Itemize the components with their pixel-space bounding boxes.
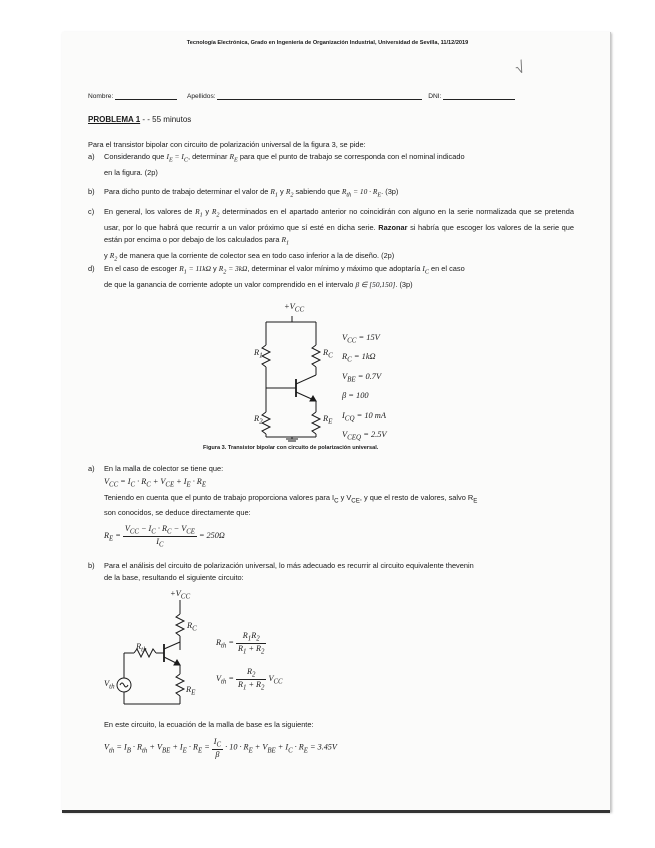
nombre-label: Nombre: (88, 93, 114, 100)
r2-resistor (262, 412, 270, 434)
solution-a-text: Teniendo en cuenta que el punto de trabajo proporciona valores para $I_C$ y $V_{CE}$, y que el resto de valores, salvo $R_E$ son conocidos, se deduce directamente que: (104, 493, 478, 518)
solution-b-label: b) (88, 561, 95, 570)
thevenin-vth-label: $V_{th}$ (104, 679, 115, 691)
fig3-rc-label: $R_C$ (323, 348, 333, 360)
solution-b-intro: Para el análisis del circuito de polarización universal, lo más adecuado es recurrir al circuito equivalente thevenin de la base, resultando el siguiente circuito: (104, 561, 474, 582)
thevenin-circuit (110, 592, 220, 712)
nombre-field[interactable] (115, 92, 177, 100)
param-icq: $I_{CQ} = 10$ mA (342, 410, 386, 423)
rth-formula: $R_{th}$ = $\frac{R_1R_2}{R_1 + R_2}$ (216, 631, 265, 656)
problem-intro: Para el transistor bipolar con circuito de polarización universal de la figura 3, se pide: (88, 140, 366, 149)
apellidos-field[interactable] (217, 92, 422, 100)
r1-resistor (262, 345, 270, 367)
fig3-vcc-label: $+V_{CC}$ (284, 302, 305, 314)
question-a-label: a) (88, 152, 95, 161)
collector-lead (296, 375, 316, 384)
question-b-label: b) (88, 187, 95, 196)
figure-3-caption: Figura 3. Transistor bipolar con circuito de polarización universal. (203, 445, 379, 451)
question-a: Considerando que $I_E = I_C$, determinar $R_E$ para que el punto de trabajo se corresponda con el nominal indicado en la figura. (2p) (104, 152, 465, 178)
vth-formula: $V_{th}$ = $\frac{R_2}{R_1 + R_2}$ $V_{CC}$ (216, 667, 283, 692)
thevenin-rc-resistor (176, 614, 184, 636)
fig3-r1-label: $R_1$ (254, 348, 263, 360)
apellidos-label: Apellidos: (186, 93, 216, 100)
param-beta: β = 100 (342, 391, 369, 401)
dni-label: DNI: (428, 93, 442, 100)
param-vbe: $V_{BE} = 0.7V$ (342, 371, 382, 384)
re-fraction: $\frac{V_{CC} - I_C \cdot R_C - V_{CE}}{I_C}$ (124, 524, 195, 549)
question-b: Para dicho punto de trabajo determinar el valor de $R_1$ y $R_2$ sabiendo que $R_{th} = 10 \cdot R_E$. (3p) (104, 187, 399, 199)
thevenin-rth-label: $R_{th}$ (136, 642, 147, 654)
param-rc: $R_C = 1k\Omega$ (342, 352, 376, 365)
fig3-r2-label: $R_2$ (254, 414, 263, 426)
problem-title (88, 115, 191, 124)
fig3-re-label: $R_E$ (323, 414, 333, 426)
question-d-label: d) (88, 264, 95, 273)
thevenin-re-label: $R_E$ (186, 685, 196, 697)
solution-a-intro: En la malla de colector se tiene que: (104, 464, 224, 473)
solution-a-label: a) (88, 464, 95, 473)
fig3-parameters (342, 330, 387, 447)
thevenin-rc-label: $R_C$ (187, 621, 197, 633)
param-vceq: $V_{CEQ} = 2.5V$ (342, 430, 387, 443)
question-c-label: c) (88, 207, 95, 216)
base-mesh-equation: $V_{th} = I_B \cdot R_{th} + V_{BE} + I_E \cdot R_E$ = $\frac{I_C}{\beta}$ · $10 \cdot R_E + V_{BE} + I_C \cdot R_E = 3.45V$ (104, 737, 337, 759)
page-bottom-edge (62, 810, 610, 813)
collector-mesh-equation: $V_{CC} = I_C \cdot R_C + V_{CE} + I_E \cdot R_E$ (104, 477, 206, 489)
rc-resistor (312, 345, 320, 367)
base-mesh-intro: En este circuito, la ecuación de la malla de base es la siguiente: (104, 720, 314, 729)
thevenin-re-resistor (176, 674, 184, 696)
thevenin-vcc-label: $+V_{CC}$ (170, 589, 191, 601)
name-fields-row (88, 92, 538, 100)
exam-header: Tecnología Electrónica, Grado en Ingeniería de Organización Industrial, Universidad de Sevilla, 11/12/2019 (186, 40, 469, 46)
problem-duration: - - 55 minutos (140, 115, 192, 124)
handwritten-check-mark: √ (513, 59, 528, 79)
question-d: En el caso de escoger $R_1 = 11k\Omega$ y $R_2 = 3k\Omega$, determinar el valor mínimo y máximo que adoptaría $I_C$ en el caso de que la ganancia de corriente adopte un valor comprendido en el intervalo β ∈ [50,150]. (3p) (104, 264, 465, 290)
param-vcc: $V_{CC} = 15V$ (342, 333, 380, 345)
problem-number: PROBLEMA 1 (88, 115, 141, 124)
dni-field[interactable] (443, 92, 515, 100)
re-resistor (312, 412, 320, 434)
question-c: En general, los valores de $R_1$ y $R_2$ determinados en el apartado anterior no coincidirán con alguno en la serie normalizada que se pretenda usar, por lo que habrá que recurrir a un valor próximo que sí esté en dicha serie. Razonar si habría que escoger los valores de la serie que están por encima o por debajo de los calculados para $R_1$ y $R_2$ de manera que la corriente de colector sea en todo caso inferior a la de diseño. (2p) (104, 207, 574, 263)
re-result-equation: $R_E$ = $\frac{V_{CC} - I_C \cdot R_C - V_{CE}}{I_C}$ = 250Ω (104, 524, 225, 549)
